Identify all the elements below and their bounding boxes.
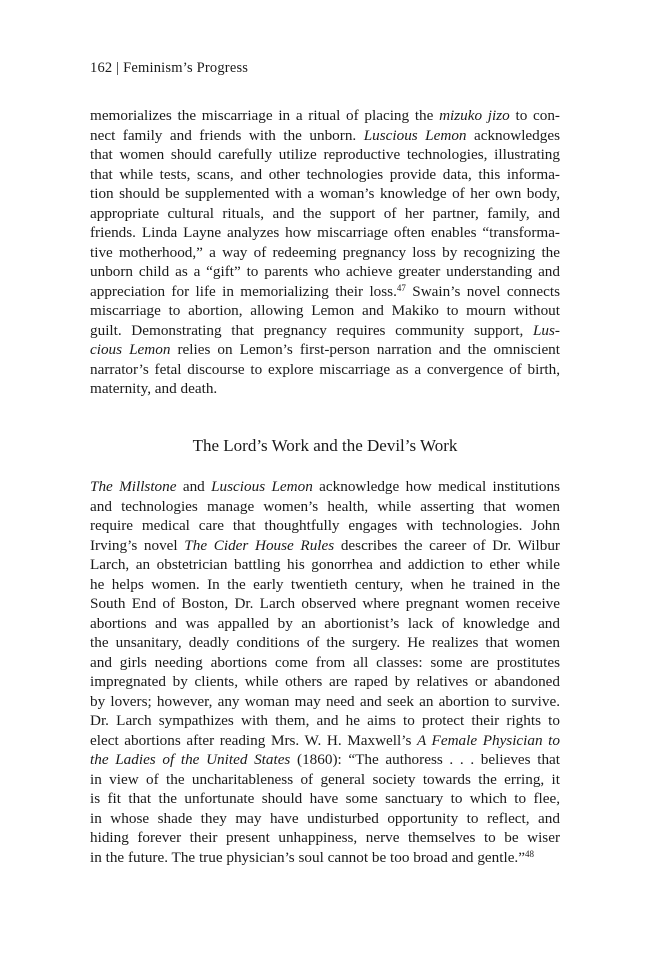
text-line xyxy=(90,692,560,712)
text-run: that women should carefully utilize reproductive technologies, illustrating xyxy=(90,146,560,163)
text-run: Irving’s novel xyxy=(90,536,185,554)
text-run: in view of the uncharitableness of general society towards the erring, it xyxy=(90,770,560,788)
text-run: appropriate cultural rituals, and the support of her partner, family, and xyxy=(90,204,560,222)
text-run: (1860): “The authoress . . . believes that xyxy=(290,751,560,768)
text-line xyxy=(90,262,560,282)
text-run: Larch, an obstetrician battling his gonorrhea and addiction to ether while xyxy=(90,556,560,573)
text-run: hiding forever their present unhappiness, nerve themselves to be wiser xyxy=(90,829,560,846)
text-run: and xyxy=(176,478,212,495)
text-run: maternity, and death. xyxy=(90,380,218,397)
text-line xyxy=(90,379,560,399)
text-run: Swain’s novel connects xyxy=(405,282,560,300)
text-line xyxy=(90,282,560,302)
text-run: that while tests, scans, and other technologies provide data, this informa- xyxy=(90,165,560,183)
text-run: nect family and friends with the unborn. xyxy=(90,126,364,144)
text-line xyxy=(90,223,560,243)
text-line xyxy=(90,653,560,673)
text-line xyxy=(90,711,560,731)
text-run: acknowledges xyxy=(466,126,561,144)
text-run: is fit that the unfortunate should have some sanctuary to which to flee, xyxy=(90,790,560,807)
text-line xyxy=(90,594,560,614)
text-run: Dr. Larch sympathizes with them, and he aims to protect their rights to xyxy=(90,712,560,729)
italic-title: Luscious Lemon xyxy=(211,478,313,495)
text-line xyxy=(90,126,560,146)
italic-title: Luscious Lemon xyxy=(363,126,467,144)
text-run: in the future. The true physician’s soul cannot be too broad and gentle.” xyxy=(90,848,525,866)
text-run: tion should be supplemented with a woman’s knowledge of her own body, xyxy=(90,185,560,202)
text-line xyxy=(90,536,560,556)
text-line xyxy=(90,340,560,360)
text-run: narrator’s fetal discourse to explore miscarriage as a convergence of birth, xyxy=(90,360,560,378)
text-line xyxy=(90,301,560,321)
italic-title: A Female Physician to xyxy=(416,731,560,749)
paragraph-2 xyxy=(90,477,560,867)
italic-title: The Millstone xyxy=(90,478,177,495)
text-line xyxy=(90,555,560,575)
text-run: South End of Boston, Dr. Larch observed where pregnant women receive xyxy=(90,595,560,612)
text-line xyxy=(90,106,560,126)
text-run: elect abortions after reading Mrs. W. H. Maxwell’s xyxy=(90,731,417,749)
text-line xyxy=(90,848,560,868)
text-line xyxy=(90,360,560,380)
italic-title: mizuko jizo xyxy=(439,107,510,124)
text-line xyxy=(90,516,560,536)
text-run: unborn child as a “gift” to parents who achieve greater understanding and xyxy=(90,263,560,280)
text-line xyxy=(90,184,560,204)
text-line xyxy=(90,750,560,770)
italic-title: cious Lemon xyxy=(90,341,171,358)
text-line xyxy=(90,165,560,185)
text-line xyxy=(90,477,560,497)
text-run: appreciation for life in memorializing their loss. xyxy=(90,282,397,300)
text-run: friends. Linda Layne analyzes how miscarriage often enables “transforma- xyxy=(90,224,560,241)
text-line xyxy=(90,243,560,263)
text-run: and girls needing abortions come from all classes: some are prostitutes xyxy=(90,653,560,671)
text-run: guilt. Demonstrating that pregnancy requires community support, xyxy=(90,321,533,339)
text-run: acknowledge how medical institutions xyxy=(312,478,561,495)
text-line xyxy=(90,145,560,165)
text-line xyxy=(90,204,560,224)
text-line xyxy=(90,828,560,848)
italic-title: The Cider House Rules xyxy=(184,536,335,554)
text-run: tive motherhood,” a way of redeeming pregnancy loss by recognizing the xyxy=(90,243,560,261)
section-heading: The Lord’s Work and the Devil’s Work xyxy=(192,436,458,455)
text-line xyxy=(90,321,560,341)
text-run: abortions and was appalled by an abortionist’s lack of knowledge and xyxy=(90,614,560,632)
paragraph-1 xyxy=(90,106,560,399)
text-run: to con- xyxy=(509,107,560,124)
text-line xyxy=(90,770,560,790)
text-run: the unsanitary, deadly conditions of the surgery. He realizes that women xyxy=(90,634,560,651)
text-run: miscarriage to abortion, allowing Lemon and Makiko to mourn without xyxy=(90,302,560,319)
italic-title: the Ladies of the United States xyxy=(90,751,291,768)
text-line xyxy=(90,633,560,653)
text-line xyxy=(90,731,560,751)
italic-title: Lus- xyxy=(532,321,560,339)
text-run: impregnated by clients, while others are raped by relatives or abandoned xyxy=(90,673,560,690)
text-line xyxy=(90,672,560,692)
text-run: memorializes the miscarriage in a ritual of placing the xyxy=(90,107,440,124)
text-line xyxy=(90,497,560,517)
text-line xyxy=(90,789,560,809)
text-run: he helps women. In the early twentieth century, when he trained in the xyxy=(90,575,560,593)
text-run: by lovers; however, any woman may need and seek an abortion to survive. xyxy=(90,692,560,710)
text-line xyxy=(90,809,560,829)
text-run: require medical care that thoughtfully engages with technologies. John xyxy=(90,517,560,534)
text-run: describes the career of Dr. Wilbur xyxy=(334,536,560,554)
footnote-ref: 48 xyxy=(524,848,534,859)
text-run: and technologies manage women’s health, while asserting that women xyxy=(90,497,560,515)
text-line xyxy=(90,575,560,595)
text-line xyxy=(90,614,560,634)
footnote-ref: 47 xyxy=(396,282,406,293)
text-run: relies on Lemon’s first-person narration and the omniscient xyxy=(170,341,560,358)
text-run: in whose shade they may have undisturbed opportunity to reflect, and xyxy=(90,809,560,827)
running-head: 162 | Feminism’s Progress xyxy=(90,60,249,76)
